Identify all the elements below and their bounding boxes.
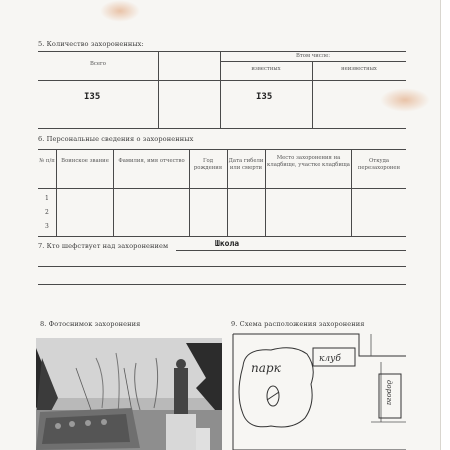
row-number: 3 [45, 223, 49, 230]
stain [100, 0, 140, 22]
known-value: I35 [256, 92, 273, 102]
col-including-header: Втом числе: [295, 53, 331, 59]
row-number: 2 [45, 209, 49, 216]
total-value: I35 [84, 92, 101, 102]
header-reburial: Откуда перезахоронен [357, 158, 401, 171]
header-birth: Год рождения [193, 158, 223, 171]
header-death: Дата гибели или смерти [228, 158, 264, 171]
patron-value: Школа [215, 239, 240, 248]
col-unknown-header: неизвестных [341, 66, 377, 72]
col-total-header: Всего [90, 61, 106, 67]
col-known-header: известных [251, 66, 281, 72]
header-num: № п/п [39, 158, 55, 164]
header-name: Фамилия, имя отчество [118, 158, 185, 164]
label-road: дорога [385, 380, 393, 406]
row-number: 1 [45, 195, 49, 202]
section5-title: 5. Количество захороненных: [38, 40, 144, 48]
section7-title: 7. Кто шефствует над захоронением [38, 242, 169, 250]
label-park: парк [251, 361, 281, 375]
section8-title: 8. Фотоснимок захоронения [40, 320, 141, 328]
label-club: клуб [319, 354, 341, 364]
memorial-photo [36, 338, 222, 450]
header-burial-place: Место захоронения на кладбище, участке кладбища [267, 155, 350, 168]
section6-title: 6. Персональные сведения о захороненных [38, 135, 194, 143]
header-rank: Воинское звание [61, 158, 109, 164]
stain [380, 88, 430, 112]
section9-title: 9. Схема расположения захоронения [231, 320, 365, 328]
location-scheme [231, 332, 406, 450]
